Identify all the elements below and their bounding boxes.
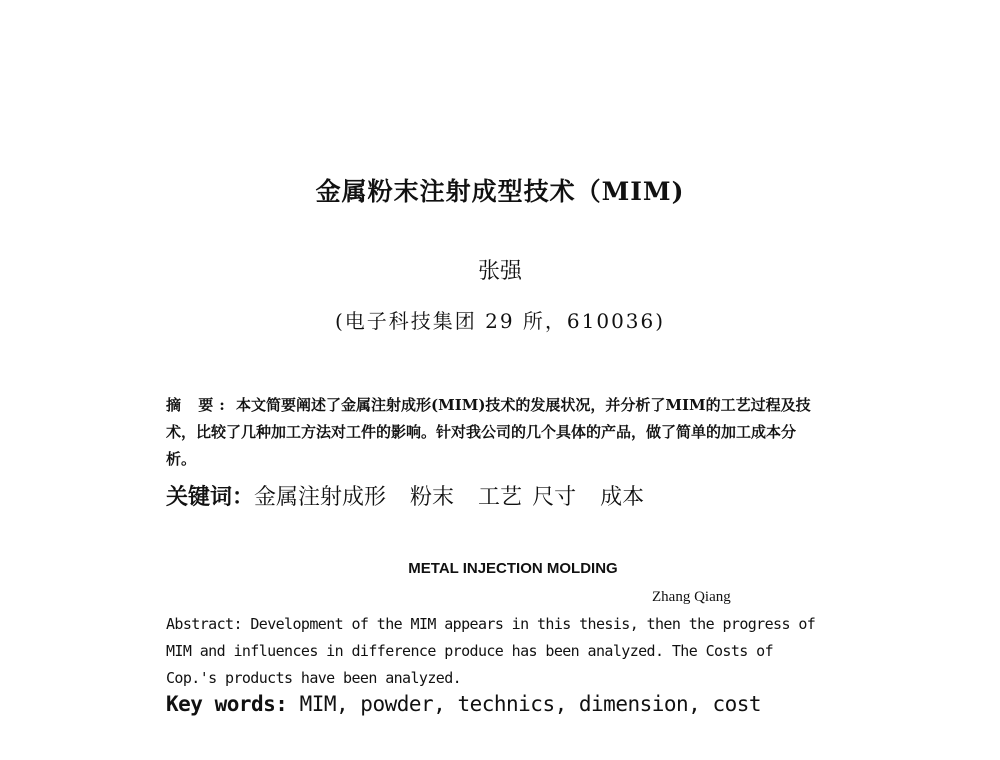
abstract-english-label: Abstract:: [166, 615, 242, 633]
keyword-item: 粉末: [410, 485, 455, 510]
abstract-english: [166, 611, 826, 692]
keyword-item: 金属注射成形: [254, 485, 387, 510]
keywords-english: [166, 692, 761, 716]
keywords-english-text: MIM, powder, technics, dimension, cost: [299, 692, 762, 716]
abstract-chinese-label: 摘 要:: [166, 396, 231, 414]
keywords-chinese-label: 关键词：: [166, 484, 255, 510]
english-title: METAL INJECTION MOLDING: [408, 560, 618, 577]
abstract-chinese-text: 本文简要阐述了金属注射成形(MIM)技术的发展状况，并分析了MIM的工艺过程及技术，比较了几种加工方法对工件的影响。针对我公司的几个具体的产品，做了简单的加工成本分析。: [166, 396, 811, 468]
keyword-item: 工艺: [478, 485, 523, 510]
keyword-item: 尺寸: [532, 485, 577, 510]
keywords-english-label: Key words:: [166, 692, 288, 716]
keyword-item: 成本: [600, 485, 645, 510]
author-name: 张强: [477, 259, 522, 284]
paper-title: 金属粉末注射成型技术（MIM): [315, 177, 685, 206]
keywords-chinese: [166, 480, 644, 511]
english-author-name: Zhang Qiang: [652, 589, 731, 605]
abstract-english-text: Development of the MIM appears in this thesis, then the progress of MIM and influences in difference produce has been analyzed. The Costs of Cop.'s products have been analyzed.: [166, 615, 816, 687]
abstract-chinese: [166, 392, 816, 473]
author-affiliation: (电子科技集团 29 所，610036): [334, 309, 666, 333]
